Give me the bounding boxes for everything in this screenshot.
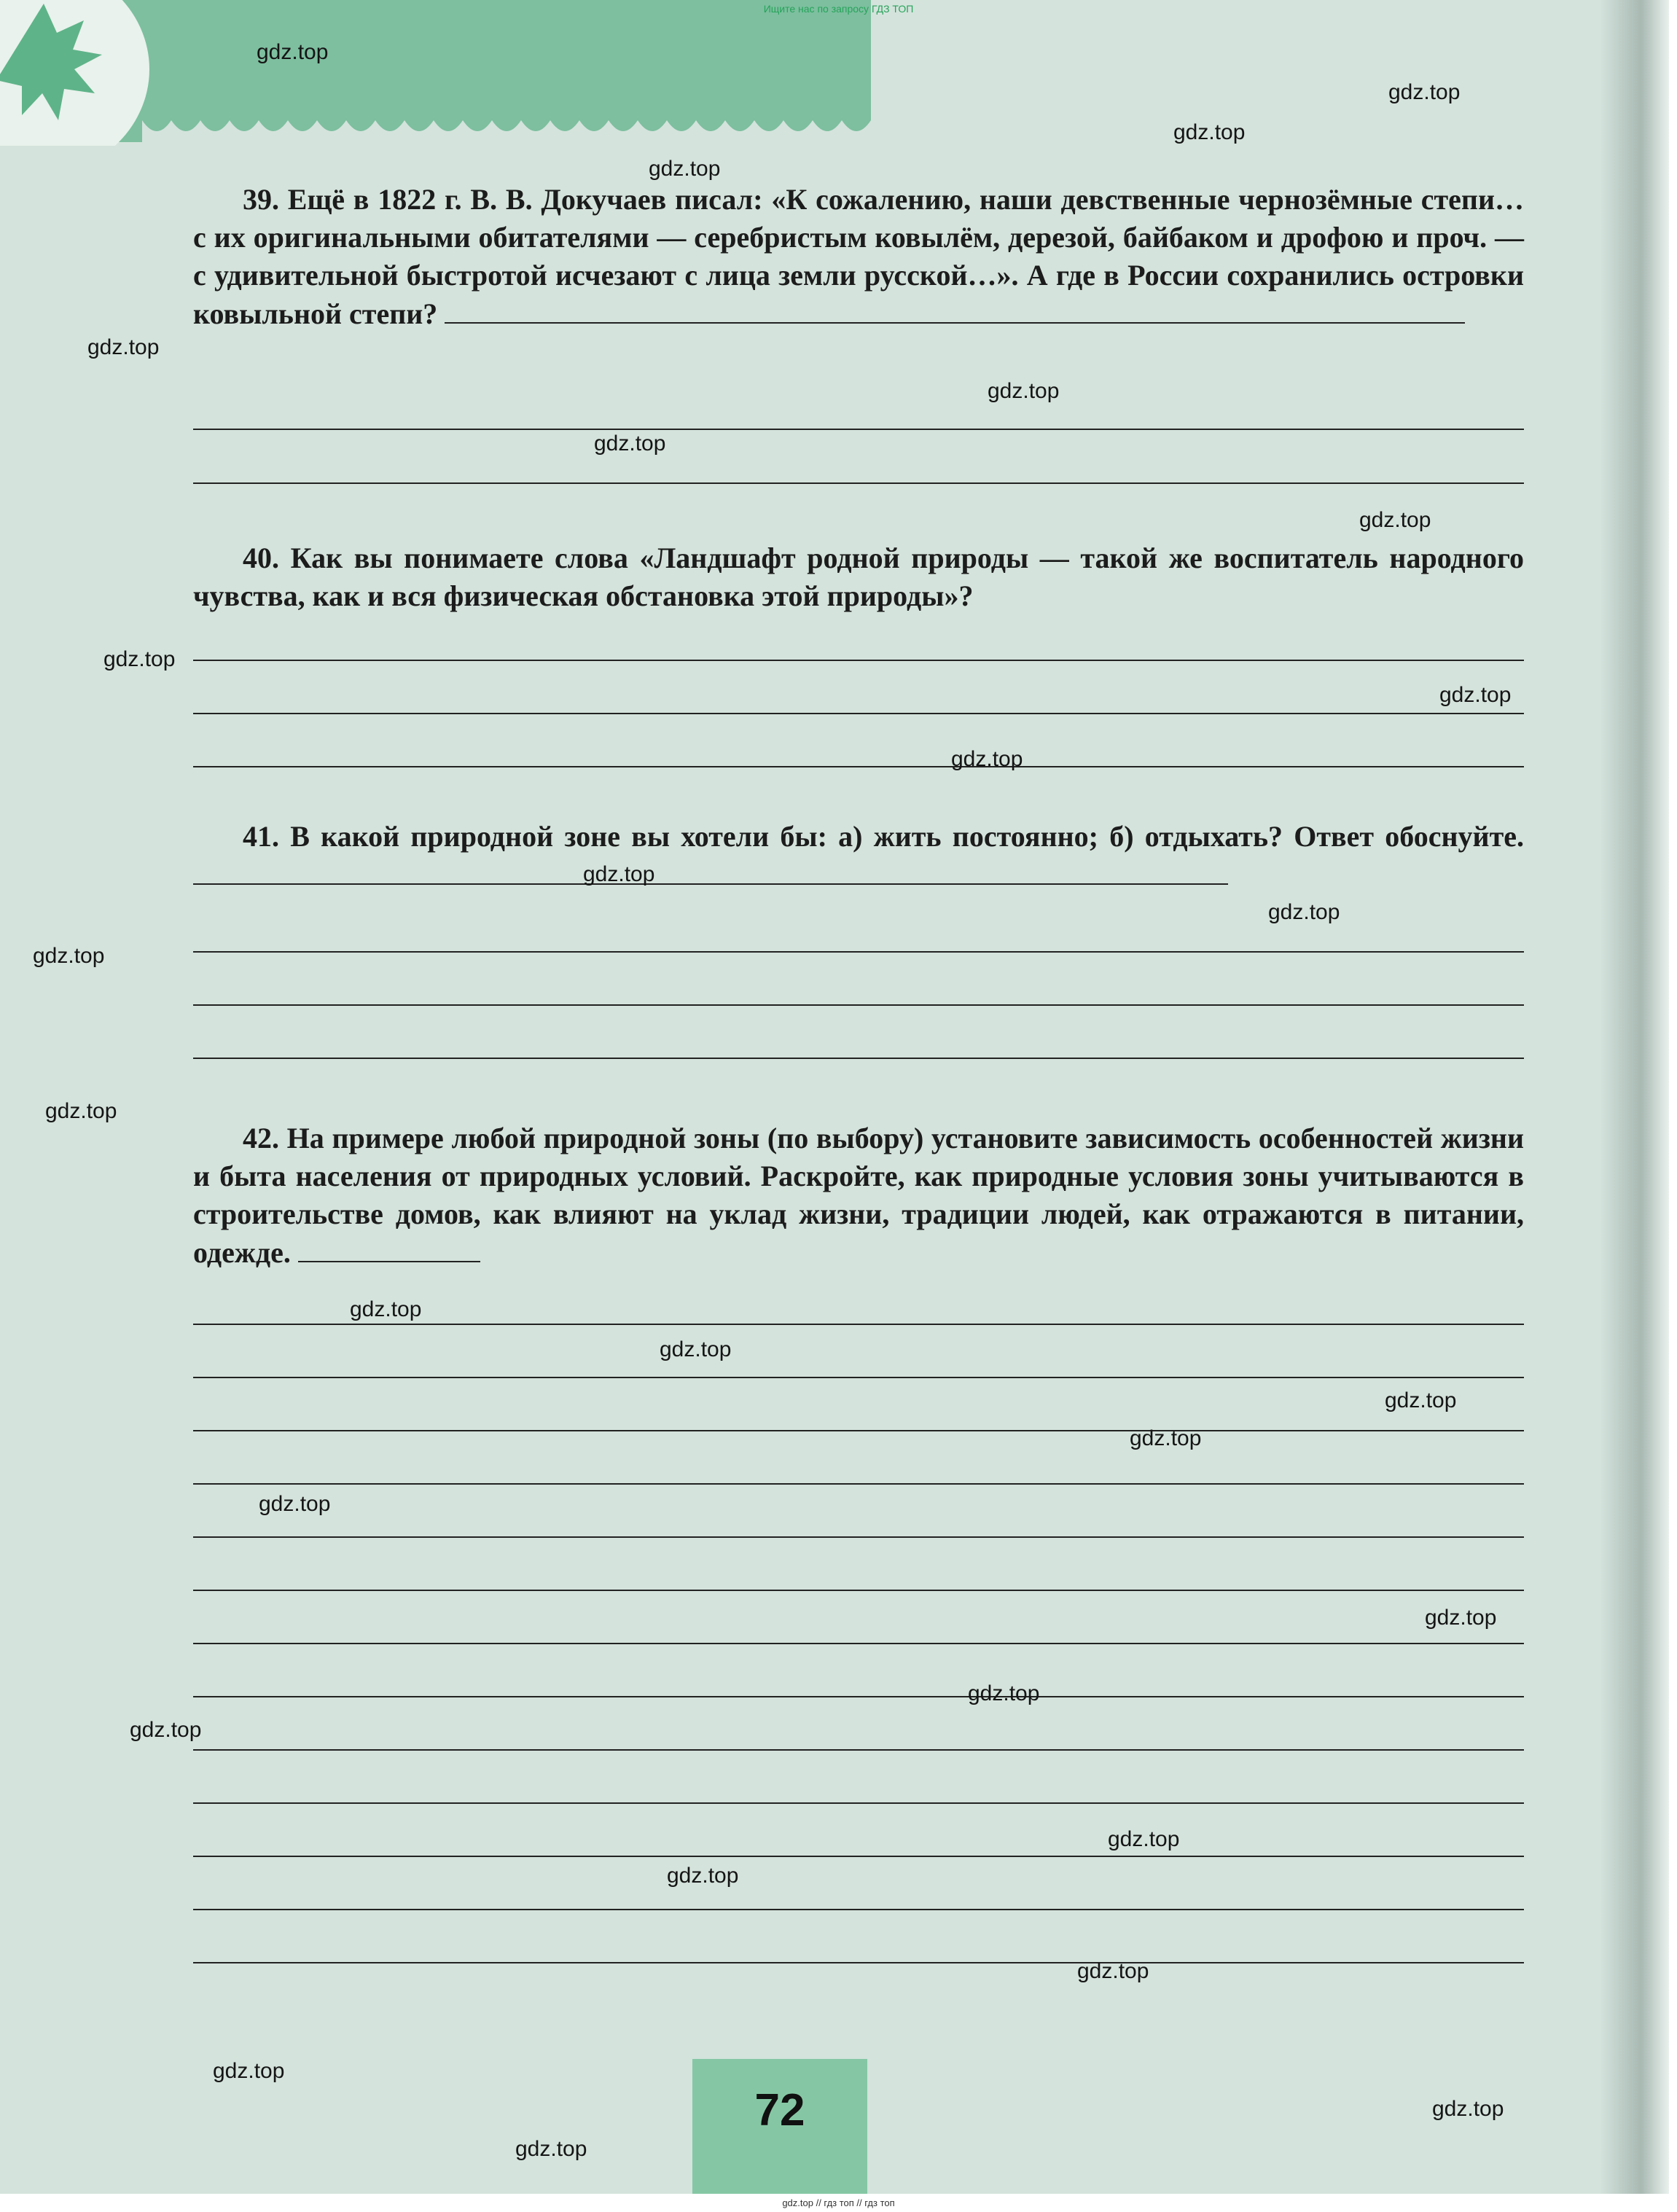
watermark: gdz.top: [988, 379, 1060, 403]
answer-line[interactable]: [193, 482, 1524, 484]
answer-line[interactable]: [193, 1430, 1524, 1431]
watermark: gdz.top: [667, 1864, 739, 1888]
task-number: 41.: [243, 820, 279, 853]
answer-line[interactable]: [193, 1377, 1524, 1378]
watermark: gdz.top: [87, 335, 160, 359]
task-number: 42.: [243, 1122, 279, 1154]
answer-line[interactable]: [193, 713, 1524, 714]
watermark: gdz.top: [1173, 120, 1246, 144]
watermark: gdz.top: [951, 747, 1023, 771]
answer-line[interactable]: [193, 1324, 1524, 1325]
task-text: Как вы понимаете слова «Ландшафт родной природы — такой же воспитатель народного чувства, как и вся физическая обстановка этой природы»?: [193, 542, 1524, 612]
task-41: [193, 818, 1524, 894]
watermark: gdz.top: [583, 862, 655, 886]
watermark: gdz.top: [103, 647, 176, 671]
watermark: gdz.top: [1385, 1388, 1457, 1412]
watermark: gdz.top: [45, 1099, 117, 1123]
watermark: gdz.top: [1388, 80, 1461, 104]
watermark: gdz.top: [968, 1681, 1040, 1705]
answer-line[interactable]: [193, 951, 1524, 953]
task-42: [193, 1119, 1524, 1272]
answer-line[interactable]: [193, 1749, 1524, 1751]
answer-line[interactable]: [193, 1058, 1524, 1059]
page-edge-shadow: [1600, 0, 1669, 2194]
watermark: gdz.top: [213, 2059, 285, 2083]
task-40: [193, 539, 1524, 615]
answer-line[interactable]: [193, 856, 1228, 885]
watermark: gdz.top: [257, 40, 329, 64]
answer-line[interactable]: [193, 1004, 1524, 1006]
watermark: gdz.top: [515, 2137, 587, 2161]
watermark: gdz.top: [350, 1297, 422, 1321]
answer-line[interactable]: [193, 1856, 1524, 1857]
header-band: [0, 0, 871, 142]
watermark: gdz.top: [1077, 1959, 1149, 1983]
watermark: gdz.top: [1268, 900, 1340, 924]
answer-line[interactable]: [193, 1696, 1524, 1697]
watermark: gdz.top: [1432, 2097, 1504, 2121]
watermark: gdz.top: [1439, 683, 1512, 707]
header-decoration: [0, 0, 871, 146]
task-text: Ещё в 1822 г. В. В. Докучаев писал: «К сожалению, наши девственные чернозёмные степи… с их оригинальными обитателями — серебристым ковылём, дерезой, байбаком и дрофою и проч. — с удивительной быстротой исчезают с лица земли русской…». А где в России сохранились островки ковыльной степи?: [193, 183, 1525, 330]
watermark: gdz.top: [1359, 508, 1431, 532]
watermark: gdz.top: [1425, 1606, 1497, 1630]
answer-line[interactable]: [193, 1802, 1524, 1804]
watermark: gdz.top: [1108, 1827, 1180, 1851]
task-number: 40.: [243, 542, 279, 574]
watermark: gdz.top: [259, 1492, 331, 1516]
task-text: В какой природной зоне вы хотели бы: а) жить постоянно; б) отдыхать? Ответ обоснуйте.: [290, 820, 1524, 853]
watermark: gdz.top: [33, 944, 105, 968]
answer-line[interactable]: [445, 294, 1465, 324]
answer-line[interactable]: [193, 660, 1524, 661]
top-note: Ищите нас по запросу ГДЗ ТОП: [763, 3, 914, 15]
task-number: 39.: [243, 183, 279, 216]
watermark: gdz.top: [594, 431, 666, 456]
answer-line[interactable]: [193, 1483, 1524, 1485]
answer-line[interactable]: [298, 1233, 480, 1262]
bottom-note: gdz.top // гдз топ // гдз топ: [782, 2197, 895, 2208]
page-number: 72: [754, 2085, 805, 2135]
answer-line[interactable]: [193, 1643, 1524, 1644]
answer-line[interactable]: [193, 1536, 1524, 1538]
watermark: gdz.top: [1130, 1426, 1202, 1450]
watermark: gdz.top: [660, 1337, 732, 1361]
task-text: На примере любой природной зоны (по выбору) установите зависимость особенностей жизни и быта населения от природных условий. Раскройте, как природные условия зоны учитываются в строительстве домов, как влияют на уклад жизни, традиции людей, как отражаются в питании, одежде.: [193, 1122, 1525, 1269]
answer-line[interactable]: [193, 1909, 1524, 1910]
task-39: [193, 181, 1524, 333]
answer-line[interactable]: [193, 766, 1524, 767]
answer-line[interactable]: [193, 1590, 1524, 1591]
watermark: gdz.top: [649, 157, 721, 181]
answer-line[interactable]: [193, 1962, 1524, 1963]
answer-line[interactable]: [193, 429, 1524, 430]
watermark: gdz.top: [130, 1718, 202, 1742]
